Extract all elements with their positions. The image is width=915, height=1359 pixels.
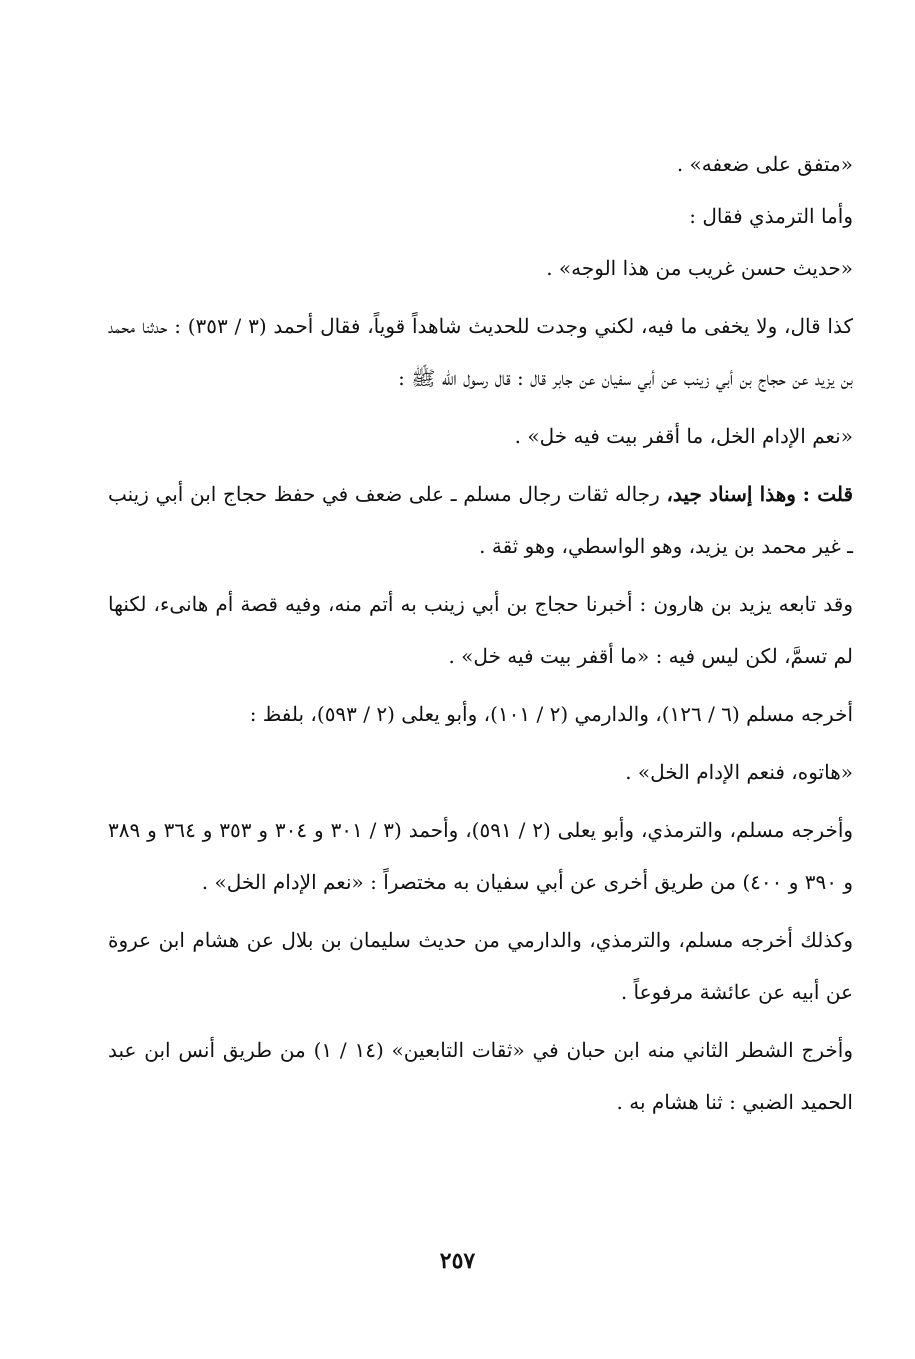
- paragraph-11: وكذلك أخرجه مسلم، والترمذي، والدارمي من حديث سليمان بن بلال عن هشام ابن عروة عن أبيه عن عائشة مرفوعاً .: [108, 928, 853, 1004]
- paragraph-2: وأما الترمذي فقال :: [689, 204, 853, 228]
- paragraph-3: «حديث حسن غريب من هذا الوجه» .: [546, 256, 853, 280]
- paragraph-6: [108, 468, 853, 572]
- paragraph-6-bold: وهذا إسناد جيد،: [666, 482, 796, 506]
- paragraph-10: وأخرجه مسلم، والترمذي، وأبو يعلى (٢ / ٥٩١)، وأحمد (٣ / ٣٠١ و ٣٠٤ و ٣٥٣ و ٣٦٤ و ٣٨٩ و ٣٩٠ و ٤٠٠) من طريق أخرى عن أبي سفيان به مختصراً : «نعم الإدام الخل» .: [108, 818, 854, 894]
- paragraph-1: «متفق على ضعفه» .: [676, 152, 853, 176]
- paragraph-5: «نعم الإدام الخل، ما أقفر بيت فيه خل» .: [514, 424, 853, 448]
- text-column: [108, 138, 853, 1128]
- page-number: ٢٥٧: [439, 1248, 476, 1274]
- paragraph-9: «هاتوه، فنعم الإدام الخل» .: [625, 760, 853, 784]
- paragraph-6-text: رجاله ثقات رجال مسلم ـ على ضعف في حفظ حجاج ابن أبي زينب ـ غير محمد بن يزيد، وهو الواسطي، وهو ثقة .: [108, 482, 853, 558]
- paragraph-7: وقد تابعه يزيد بن هارون : أخبرنا حجاج بن أبي زينب به أتم منه، وفيه قصة أم هانىء، لكنها لم تسمَّ، لكن ليس فيه : «ما أقفر بيت فيه خل» .: [108, 592, 853, 668]
- paragraph-8: أخرجه مسلم (٦ / ١٢٦)، والدارمي (٢ / ١٠١)، وأبو يعلى (٢ / ٥٩٣)، بلفظ :: [249, 702, 853, 726]
- paragraph-12: وأخرج الشطر الثاني منه ابن حبان في «ثقات التابعين» (١٤ / ١) من طريق أنس ابن عبد الحميد الضبي : ثنا هشام به .: [108, 1038, 853, 1114]
- paragraph-4: كذا قال، ولا يخفى ما فيه، لكني وجدت للحديث شاهداً قوياً، فقال أحمد (٣ / ٣٥٣) : حدثنا محمد بن يزيد عن حجاج بن أبي زينب عن أبي سفيان عن جابر قال : قال رسول الله ﷺ :: [108, 314, 853, 390]
- paragraph-6-prefix: قلت :: [802, 482, 854, 506]
